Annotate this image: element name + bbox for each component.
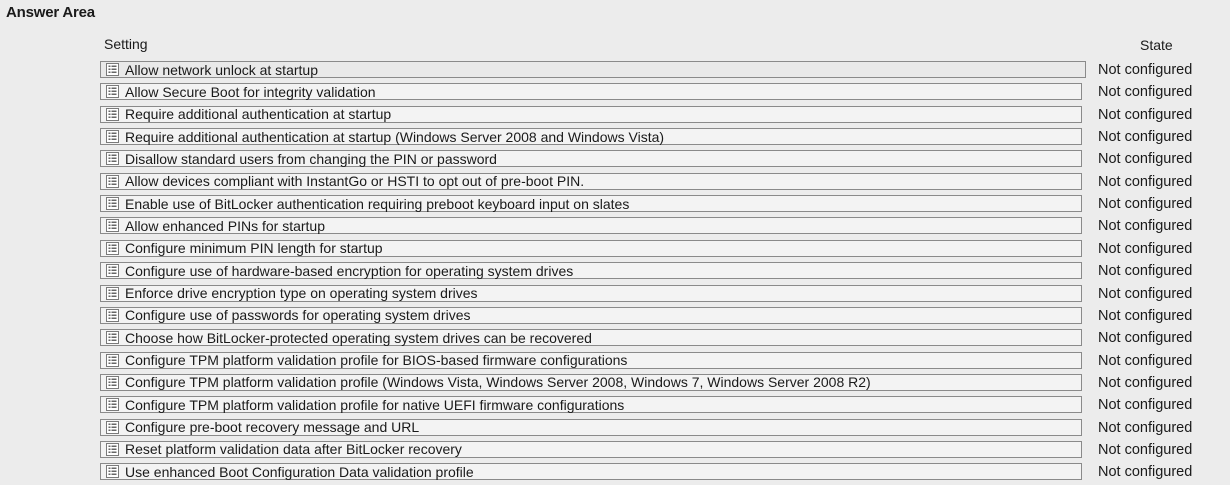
setting-row <box>0 306 1230 326</box>
setting-row <box>0 60 1230 80</box>
setting-label: Configure TPM platform validation profile for BIOS-based firmware configurations <box>125 352 628 369</box>
setting-item[interactable] <box>100 307 1082 324</box>
setting-row <box>0 328 1230 348</box>
policy-setting-icon <box>106 130 119 143</box>
policy-setting-icon <box>106 421 119 434</box>
setting-item[interactable] <box>100 106 1082 123</box>
setting-state: Not configured <box>1098 218 1193 235</box>
setting-item[interactable] <box>100 441 1082 458</box>
setting-label: Allow devices compliant with InstantGo or HSTI to opt out of pre-boot PIN. <box>125 173 585 190</box>
setting-label: Choose how BitLocker-protected operating system drives can be recovered <box>125 329 592 346</box>
setting-label: Configure use of hardware-based encryption for operating system drives <box>125 262 574 279</box>
policy-setting-icon <box>106 376 119 389</box>
setting-row <box>0 149 1230 169</box>
setting-state: Not configured <box>1098 106 1193 123</box>
setting-state: Not configured <box>1098 307 1193 324</box>
policy-setting-icon <box>106 152 119 165</box>
setting-state: Not configured <box>1098 397 1193 414</box>
policy-setting-icon <box>106 197 119 210</box>
setting-row <box>0 172 1230 192</box>
policy-setting-icon <box>106 443 119 456</box>
setting-item[interactable] <box>100 128 1082 145</box>
policy-setting-icon <box>106 63 119 76</box>
setting-row <box>0 127 1230 147</box>
setting-item[interactable] <box>100 285 1082 302</box>
setting-row <box>0 239 1230 259</box>
setting-state: Not configured <box>1098 441 1193 458</box>
policy-setting-icon <box>106 331 119 344</box>
setting-item[interactable] <box>100 240 1082 257</box>
setting-label: Configure minimum PIN length for startup <box>125 240 383 257</box>
setting-row <box>0 373 1230 393</box>
policy-setting-icon <box>106 175 119 188</box>
setting-label: Allow enhanced PINs for startup <box>125 217 325 234</box>
policy-setting-icon <box>106 85 119 98</box>
setting-state: Not configured <box>1098 374 1193 391</box>
setting-item[interactable] <box>100 463 1082 480</box>
policy-setting-icon <box>106 309 119 322</box>
setting-item[interactable] <box>100 374 1082 391</box>
setting-item[interactable] <box>100 173 1082 190</box>
setting-item[interactable] <box>100 195 1082 212</box>
setting-state: Not configured <box>1098 129 1193 146</box>
setting-label: Allow network unlock at startup <box>125 61 318 78</box>
setting-row <box>0 105 1230 125</box>
policy-setting-icon <box>106 242 119 255</box>
setting-state: Not configured <box>1098 151 1193 168</box>
policy-setting-icon <box>106 398 119 411</box>
setting-label: Configure pre-boot recovery message and URL <box>125 419 420 436</box>
setting-state: Not configured <box>1098 240 1193 257</box>
setting-label: Allow Secure Boot for integrity validation <box>125 83 376 100</box>
setting-state: Not configured <box>1098 62 1193 78</box>
setting-label: Enable use of BitLocker authentication requiring preboot keyboard input on slates <box>125 195 630 212</box>
policy-setting-icon <box>106 354 119 367</box>
setting-label: Use enhanced Boot Configuration Data validation profile <box>125 463 474 480</box>
setting-label: Configure use of passwords for operating system drives <box>125 307 471 324</box>
setting-row <box>0 194 1230 214</box>
setting-row <box>0 351 1230 371</box>
setting-state: Not configured <box>1098 263 1193 280</box>
setting-label: Require additional authentication at startup <box>125 106 392 123</box>
setting-row <box>0 261 1230 281</box>
state-column-header: State <box>1140 37 1173 53</box>
policy-setting-icon <box>106 108 119 121</box>
setting-label: Require additional authentication at startup (Windows Server 2008 and Windows Vista) <box>125 128 665 145</box>
policy-setting-icon <box>106 287 119 300</box>
setting-row <box>0 440 1230 460</box>
policy-setting-icon <box>106 465 119 478</box>
setting-item[interactable] <box>100 396 1082 413</box>
setting-state: Not configured <box>1098 352 1193 369</box>
setting-state: Not configured <box>1098 419 1193 436</box>
setting-item[interactable] <box>100 61 1086 78</box>
answer-area-title: Answer Area <box>6 4 95 21</box>
setting-item[interactable] <box>100 262 1082 279</box>
setting-row <box>0 462 1230 482</box>
setting-row <box>0 418 1230 438</box>
policy-setting-icon <box>106 264 119 277</box>
setting-label: Reset platform validation data after BitLocker recovery <box>125 441 462 458</box>
setting-label: Configure TPM platform validation profile for native UEFI firmware configurations <box>125 396 625 413</box>
setting-row <box>0 284 1230 304</box>
setting-row <box>0 82 1230 102</box>
setting-label: Enforce drive encryption type on operating system drives <box>125 285 478 301</box>
setting-item[interactable] <box>100 217 1082 234</box>
setting-item[interactable] <box>100 329 1082 346</box>
setting-state: Not configured <box>1098 285 1193 302</box>
setting-item[interactable] <box>100 419 1082 436</box>
setting-item[interactable] <box>100 83 1082 100</box>
setting-state: Not configured <box>1098 196 1193 213</box>
setting-state: Not configured <box>1098 84 1193 101</box>
setting-item[interactable] <box>100 150 1082 167</box>
setting-state: Not configured <box>1098 173 1193 190</box>
setting-state: Not configured <box>1098 330 1193 347</box>
setting-label: Configure TPM platform validation profile (Windows Vista, Windows Server 2008, Windows 7, Windows Server 2008 R2) <box>125 374 871 391</box>
policy-setting-icon <box>106 219 119 232</box>
setting-item[interactable] <box>100 352 1082 369</box>
setting-row <box>0 395 1230 415</box>
setting-row <box>0 216 1230 236</box>
setting-label: Disallow standard users from changing the PIN or password <box>125 150 497 167</box>
setting-state: Not configured <box>1098 464 1193 481</box>
setting-column-header: Setting <box>104 36 148 52</box>
